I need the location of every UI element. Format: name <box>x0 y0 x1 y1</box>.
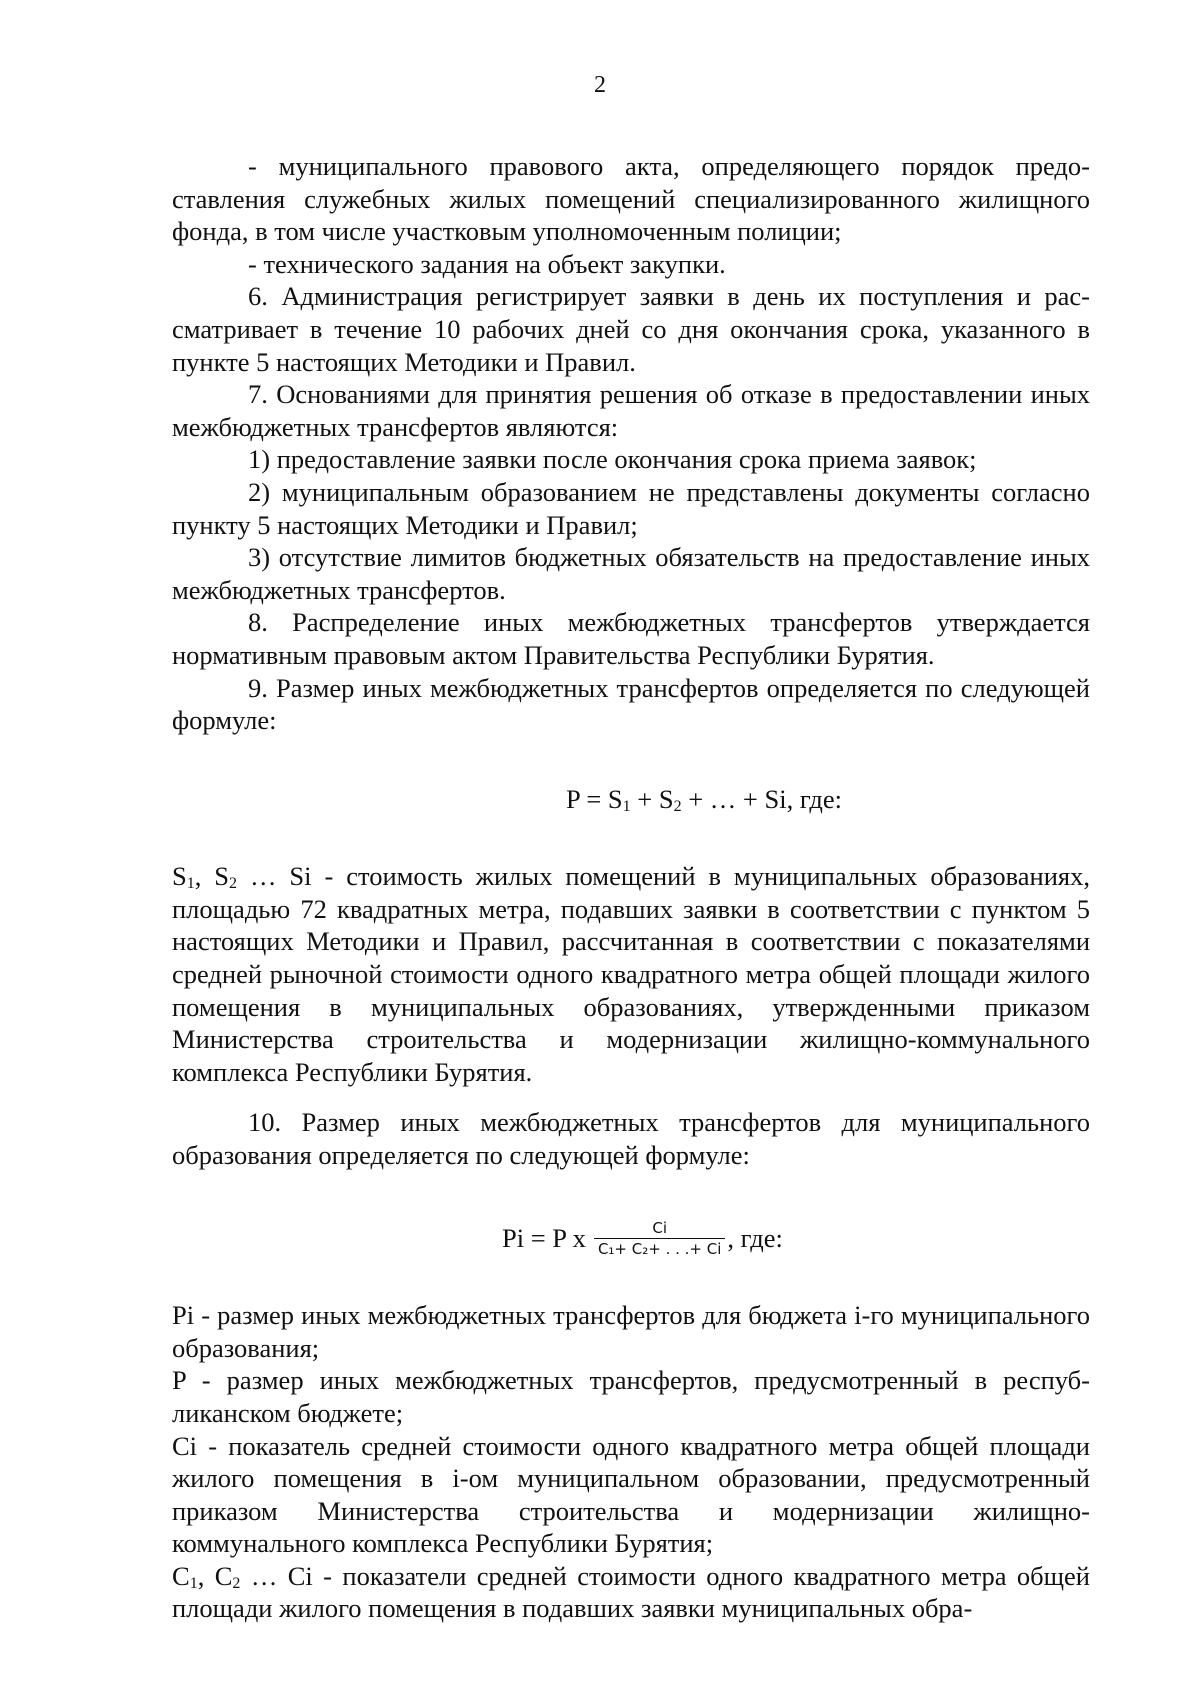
formula-total: $P = S_1 + S_2$ + … + Si, где: <box>565 783 843 815</box>
paragraph-technical-task: - технического задания на объект закупки. <box>248 248 726 279</box>
paragraph-9: 9. Размер иных межбюджетных трансфертов определяется по следующей формуле: <box>172 672 1090 736</box>
fraction-denominator: C₁+ C₂+ . . .+ Ci <box>597 1240 722 1259</box>
paragraph-7-item-2: 2) муниципальным образованием не представлены документы согласно пункту 5 настоящих Методики и Правил; <box>172 476 1090 540</box>
paragraph-7: 7. Основаниями для принятия решения об отказе в предоставлении иных межбюджетных трансфертов являются: <box>172 379 1090 442</box>
paragraph-7-item-1: 1) предоставление заявки после окончания срока приема заявок; <box>248 444 977 475</box>
formula-share <box>172 1218 1090 1260</box>
paragraph-municipal-act: - муниципального правового акта, определяющего порядок предоставления служебных жилых помещений специализированного жилищного фонда, в том числе участковым уполномоченным полиции; <box>172 151 1090 247</box>
definition-c1-c2-ci: $C_1$, $C_2$ … Ci - показатели средней стоимости одного квадратного метра общей площади жилого помещения в подавших заявки муниципальных обра- <box>172 1560 1090 1624</box>
paragraph-7-item-3: 3) отсутствие лимитов бюджетных обязательств на предоставление иных межбюджетных трансфертов. <box>172 542 1090 605</box>
definition-ci: Ci - показатель средней стоимости одного квадратного метра общей площади жилого помещения в i-ом муниципальном образовании, предусмотренный приказом Министерства строительства и модернизации жилищно-коммунального комплекса Республики Бурятия; <box>172 1430 1090 1559</box>
fraction-numerator: Ci <box>652 1218 667 1237</box>
definition-p: P - размер иных межбюджетных трансфертов, предусмотренный в республиканском бюджете; <box>172 1365 1090 1428</box>
formula-share-suffix: , где: <box>727 1223 783 1254</box>
page-number: 2 <box>594 72 606 98</box>
paragraph-8: 8. Распределение иных межбюджетных трансфертов утверждается нормативным правовым актом Правительства Республики Бурятия. <box>172 607 1090 670</box>
document-body <box>172 150 1090 1625</box>
paragraph-6: 6. Администрация регистрирует заявки в день их поступления и рассматривает в течение 10 рабочих дней со дня окончания срока, указанного в пункте 5 настоящих Методики и Правил. <box>172 281 1090 377</box>
formula-share-lhs: Pi = P x <box>502 1223 586 1254</box>
formula-fraction <box>594 1218 725 1260</box>
paragraph-10: 10. Размер иных межбюджетных трансфертов для муниципального образования определяется по следующей формуле: <box>172 1107 1090 1171</box>
formula-total-explanation: $S_1$, $S_2$ … Si - стоимость жилых помещений в муниципальных образованиях, площадью 72 квадратных метра, подавших заявки в соответствии с пунктом 5 настоящих Методики и Правил, рассчитанная в соответствии с показателями средней рыночной стоимости одного квадратного метра общей площади жилого помещения в муниципальных образованиях, утвержденными приказом Министерства строительства и модернизации жилищно-коммунального комплекса Республики Бурятия. <box>172 861 1090 1087</box>
definition-pi: Pi - размер иных межбюджетных трансфертов для бюджета i-го муниципального образования; <box>172 1300 1090 1363</box>
